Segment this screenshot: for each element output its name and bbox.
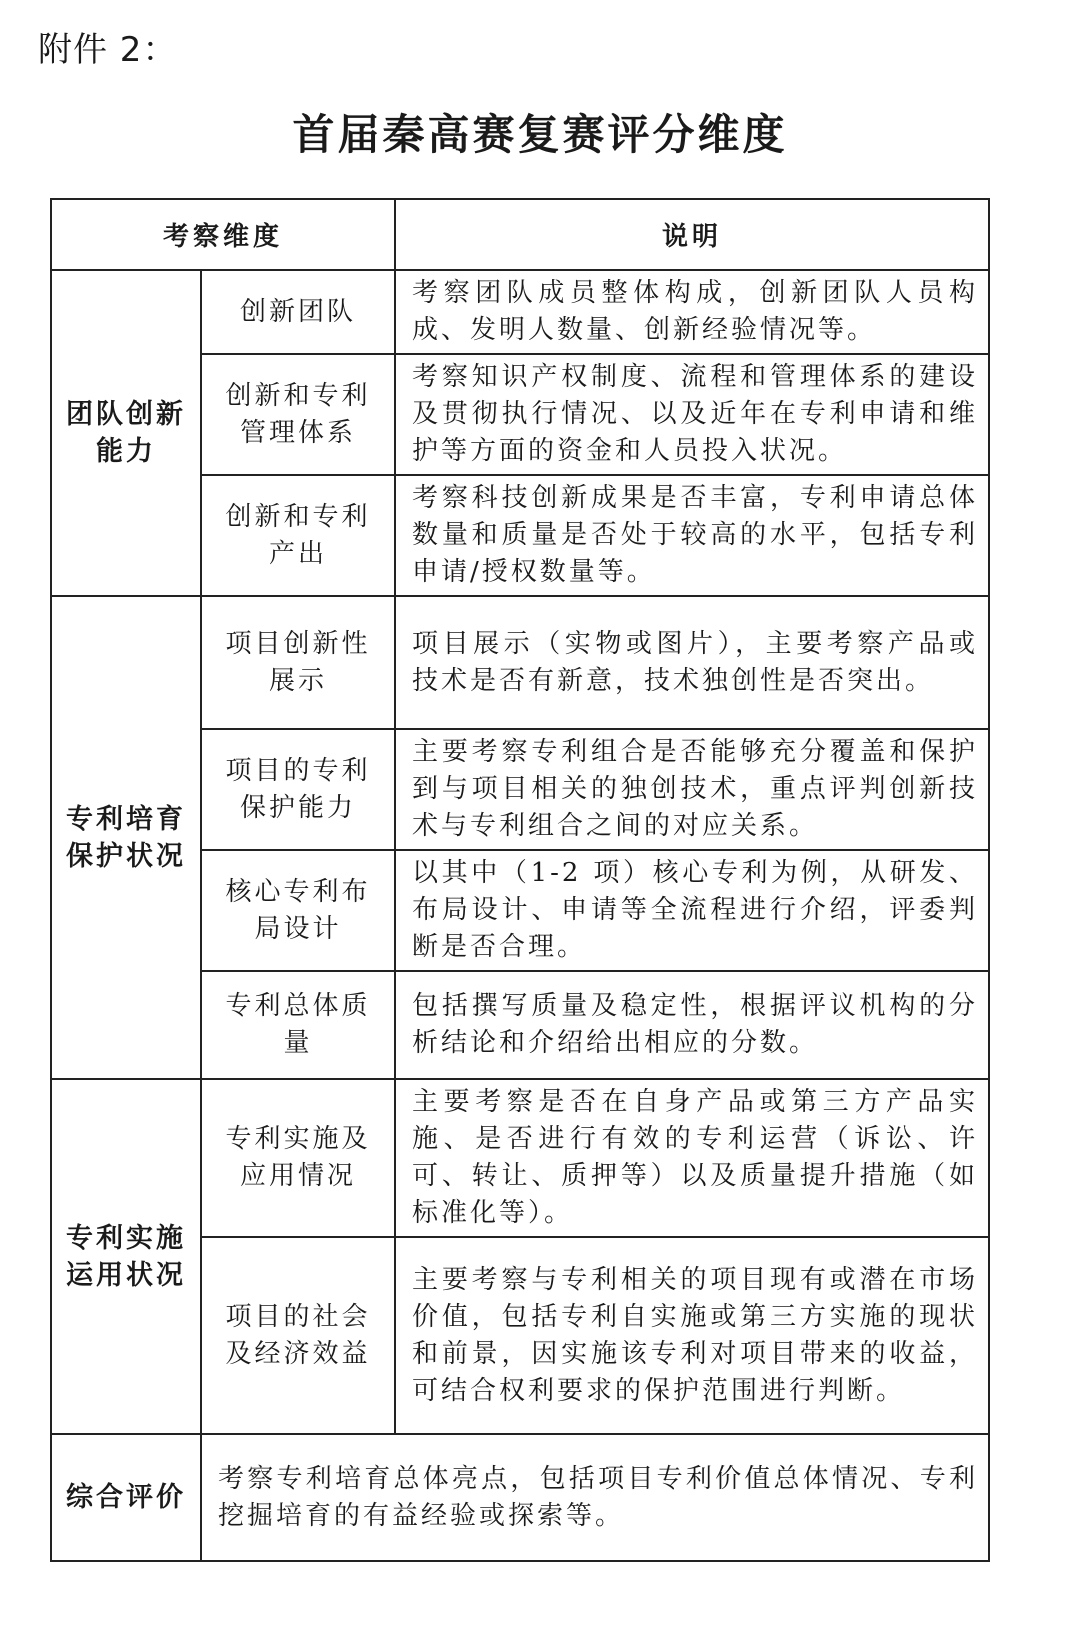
sub-dimension: 创新团队	[201, 270, 395, 354]
scoring-table	[50, 198, 990, 1562]
sub-dimension: 专利实施及应用情况	[201, 1079, 395, 1237]
sub-dimension: 创新和专利管理体系	[201, 354, 395, 475]
description: 项目展示（实物或图片），主要考察产品或技术是否有新意，技术独创性是否突出。	[395, 596, 989, 729]
description: 主要考察专利组合是否能够充分覆盖和保护到与项目相关的独创技术，重点评判创新技术与专利组合之间的对应关系。	[395, 729, 989, 850]
description: 包括撰写质量及稳定性，根据评议机构的分析结论和介绍给出相应的分数。	[395, 971, 989, 1079]
table-row	[51, 270, 989, 354]
sub-dimension: 核心专利布局设计	[201, 850, 395, 971]
description: 考察团队成员整体构成，创新团队人员构成、发明人数量、创新经验情况等。	[395, 270, 989, 354]
table-row	[51, 596, 989, 729]
header-dimension: 考察维度	[51, 199, 395, 270]
sub-dimension: 创新和专利产出	[201, 475, 395, 596]
sub-dimension: 项目创新性展示	[201, 596, 395, 729]
attachment-label: 附件 2：	[38, 30, 178, 70]
sub-dimension: 项目的专利保护能力	[201, 729, 395, 850]
category-overall-evaluation: 综合评价	[51, 1434, 201, 1561]
description: 主要考察与专利相关的项目现有或潜在市场价值，包括专利自实施或第三方实施的现状和前景，因实施该专利对项目带来的收益，可结合权利要求的保护范围进行判断。	[395, 1237, 989, 1434]
page-title: 首届秦高赛复赛评分维度	[292, 110, 788, 159]
summary-description: 考察专利培育总体亮点，包括项目专利价值总体情况、专利挖掘培育的有益经验或探索等。	[201, 1434, 989, 1561]
description: 考察科技创新成果是否丰富，专利申请总体数量和质量是否处于较高的水平，包括专利申请/授权数量等。	[395, 475, 989, 596]
header-row	[51, 199, 989, 270]
category-patent-cultivation: 专利培育保护状况	[51, 596, 201, 1079]
description: 主要考察是否在自身产品或第三方产品实施、是否进行有效的专利运营（诉讼、许可、转让、质押等）以及质量提升措施（如标准化等）。	[395, 1079, 989, 1237]
header-explanation: 说明	[395, 199, 989, 270]
description: 考察知识产权制度、流程和管理体系的建设及贯彻执行情况、以及近年在专利申请和维护等方面的资金和人员投入状况。	[395, 354, 989, 475]
category-team-innovation: 团队创新能力	[51, 270, 201, 596]
sub-dimension: 专利总体质量	[201, 971, 395, 1079]
category-patent-implementation: 专利实施运用状况	[51, 1079, 201, 1434]
summary-row	[51, 1434, 989, 1561]
description: 以其中（1-2 项）核心专利为例，从研发、布局设计、申请等全流程进行介绍，评委判断是否合理。	[395, 850, 989, 971]
table-row	[51, 1079, 989, 1237]
sub-dimension: 项目的社会及经济效益	[201, 1237, 395, 1434]
